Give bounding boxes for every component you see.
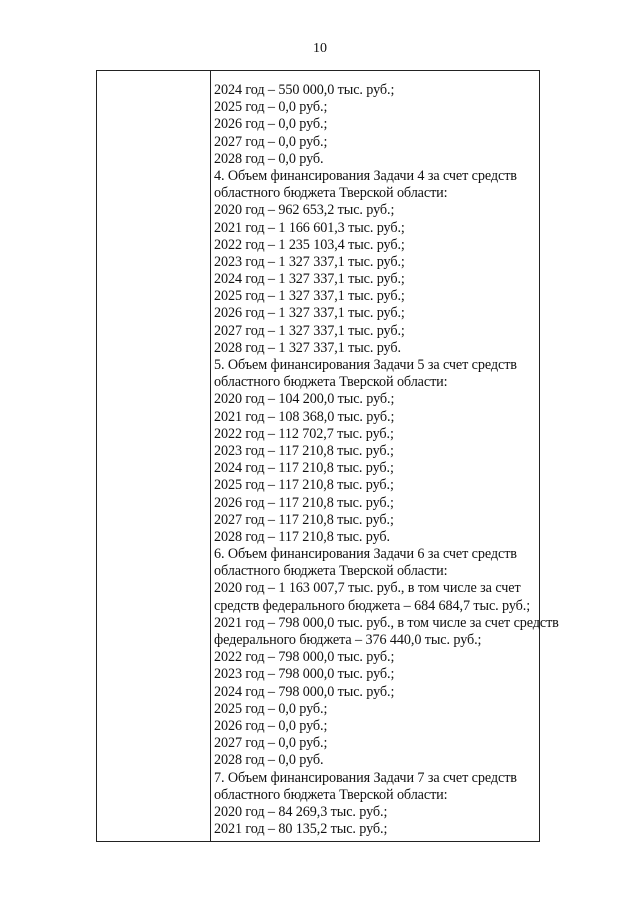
text-line: 2021 год – 798 000,0 тыс. руб., в том числе за счет средств — [214, 614, 559, 631]
text-line: 4. Объем финансирования Задачи 4 за счет средств — [214, 167, 517, 184]
text-line: 2025 год – 1 327 337,1 тыс. руб.; — [214, 288, 405, 305]
text-line: 2020 год – 1 163 007,7 тыс. руб., в том числе за счет — [214, 580, 521, 597]
text-line: 6. Объем финансирования Задачи 6 за счет средств — [214, 546, 517, 563]
text-line: областного бюджета Тверской области: — [214, 786, 448, 803]
text-line: 2021 год – 80 135,2 тыс. руб.; — [214, 821, 388, 838]
text-line: областного бюджета Тверской области: — [214, 563, 448, 580]
text-line: 2023 год – 117 210,8 тыс. руб.; — [214, 442, 394, 459]
text-line: 2026 год – 1 327 337,1 тыс. руб.; — [214, 305, 405, 322]
text-line: 2021 год – 108 368,0 тыс. руб.; — [214, 408, 395, 425]
text-line: 2025 год – 0,0 руб.; — [214, 99, 328, 116]
text-line: 2024 год – 798 000,0 тыс. руб.; — [214, 683, 395, 700]
financing-table — [96, 70, 559, 842]
text-line: 2028 год – 0,0 руб. — [214, 752, 324, 769]
column-divider — [210, 71, 211, 841]
text-line: 7. Объем финансирования Задачи 7 за счет средств — [214, 769, 517, 786]
text-line: федерального бюджета – 376 440,0 тыс. руб.; — [214, 632, 482, 648]
text-line: 2026 год – 0,0 руб.; — [214, 717, 328, 734]
text-line: 2022 год – 1 235 103,4 тыс. руб.; — [214, 236, 405, 253]
text-line: областного бюджета Тверской области: — [214, 185, 448, 202]
text-line: областного бюджета Тверской области: — [214, 374, 448, 391]
text-line: 2024 год – 117 210,8 тыс. руб.; — [214, 460, 394, 477]
text-line: 2027 год – 0,0 руб.; — [214, 133, 328, 150]
text-line: 2027 год – 117 210,8 тыс. руб.; — [214, 511, 394, 528]
table-right-cell — [214, 82, 559, 838]
page-number: 10 — [313, 41, 327, 56]
text-line: 2025 год – 117 210,8 тыс. руб.; — [214, 477, 394, 494]
text-line: 2028 год – 1 327 337,1 тыс. руб. — [214, 339, 401, 356]
text-line: 2028 год – 0,0 руб. — [214, 150, 324, 167]
text-line: 2027 год – 1 327 337,1 тыс. руб.; — [214, 322, 405, 339]
text-line: 2020 год – 104 200,0 тыс. руб.; — [214, 391, 395, 408]
text-line: 2024 год – 550 000,0 тыс. руб.; — [214, 82, 395, 98]
text-line: 2025 год – 0,0 руб.; — [214, 700, 328, 717]
text-line: 2020 год – 84 269,3 тыс. руб.; — [214, 803, 388, 820]
text-line: 2028 год – 117 210,8 тыс. руб. — [214, 528, 390, 545]
text-line: 5. Объем финансирования Задачи 5 за счет средств — [214, 357, 517, 373]
text-line: 2026 год – 117 210,8 тыс. руб.; — [214, 494, 394, 511]
text-line: 2021 год – 1 166 601,3 тыс. руб.; — [214, 219, 405, 236]
text-line: 2024 год – 1 327 337,1 тыс. руб.; — [214, 271, 405, 288]
text-line: 2023 год – 1 327 337,1 тыс. руб.; — [214, 253, 405, 270]
text-line: 2026 год – 0,0 руб.; — [214, 116, 328, 133]
text-line: средств федерального бюджета – 684 684,7 тыс. руб.; — [214, 597, 531, 614]
text-line: 2022 год – 112 702,7 тыс. руб.; — [214, 425, 394, 442]
text-line: 2022 год – 798 000,0 тыс. руб.; — [214, 649, 395, 666]
text-line: 2023 год – 798 000,0 тыс. руб.; — [214, 666, 395, 683]
text-line: 2020 год – 962 653,2 тыс. руб.; — [214, 202, 395, 219]
text-line: 2027 год – 0,0 руб.; — [214, 735, 328, 752]
